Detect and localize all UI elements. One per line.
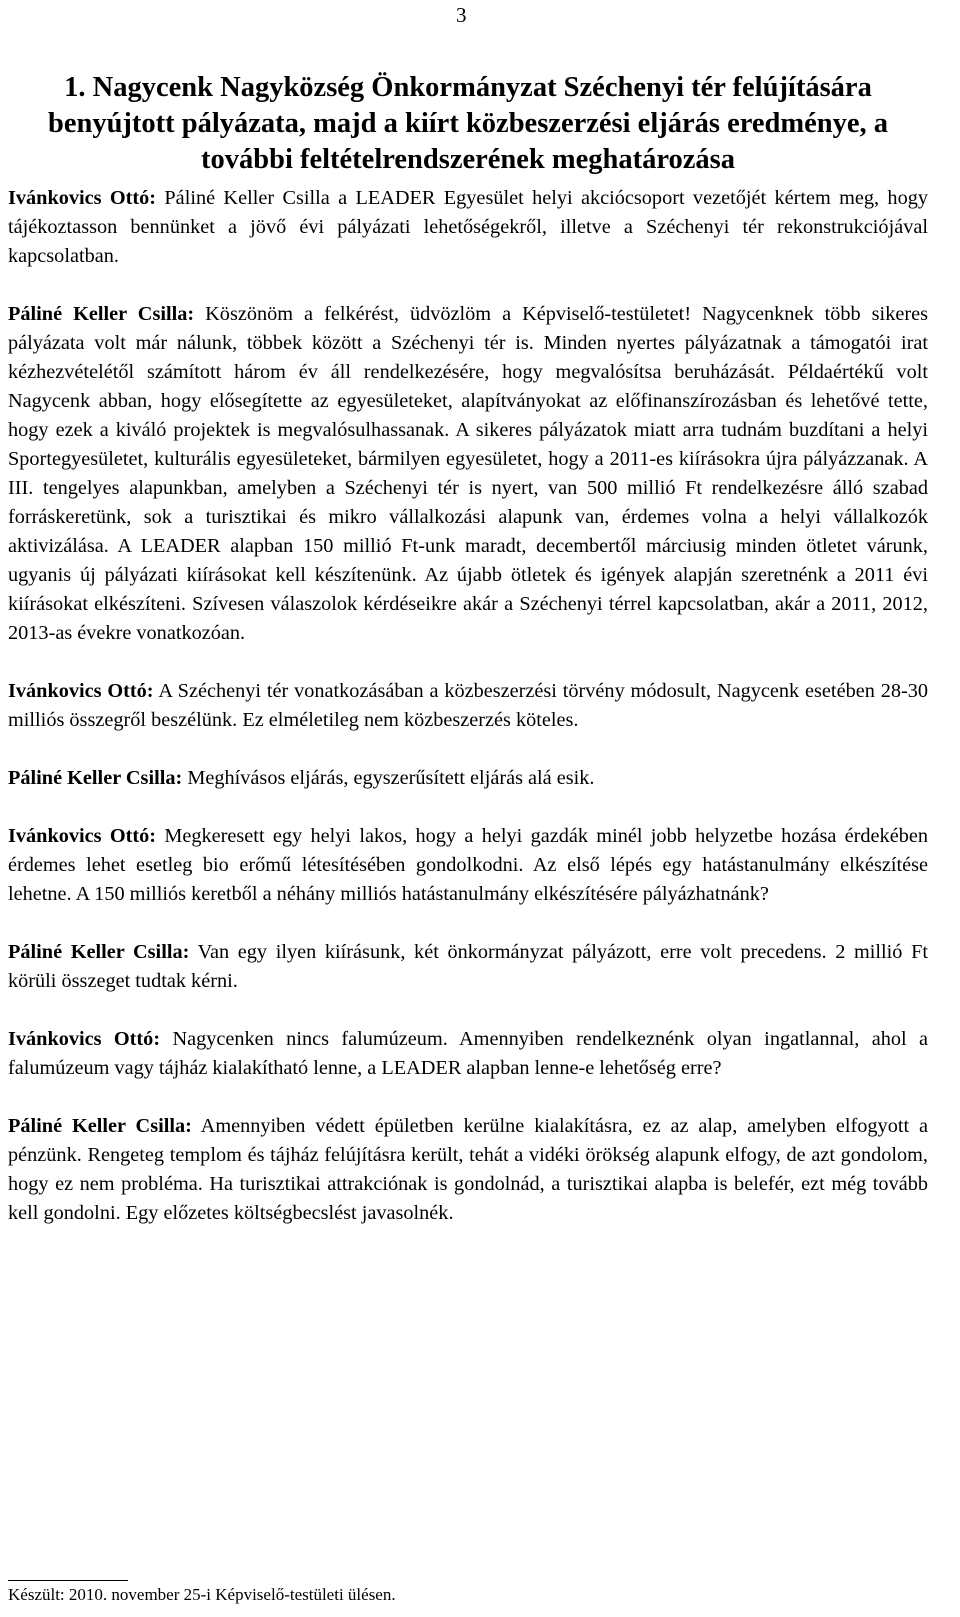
page-number: 3: [456, 3, 467, 27]
speech-text: Köszönöm a felkérést, üdvözlöm a Képviselő-testületet! Nagycenknek több sikeres pályázata volt már nálunk, többek között a Széchenyi tér is. Minden nyertes pályázatnak a támogatói irat kézhezvételétől számított három év áll rendelkezésére, hogy megvalósítsa beruházását. Példaértékű volt Nagycenk abban, hogy elősegítette az egyesületeket, alapítványokat az előfinanszírozásban és lehetővé tette, hogy ezek a kiváló projektek is megvalósulhassanak. A sikeres pályázatok miatt arra tudnám buzdítani a helyi Sportegyesületet, kulturális egyesületeket, bármilyen egyesületet, hogy a 2011-es kiírásokra újra pályázzanak. A III. tengelyes alapunkban, amelyben a Széchenyi tér is nyert, van 500 millió Ft rendelkezésre álló szabad forráskeretünk, sok a turisztikai és mikro vállalkozási alapunk van, érdemes volna a helyi vállalkozók aktivizálása. A LEADER alapban 150 millió Ft-unk maradt, decembertől márciusig minden ötletet várunk, ugyanis új pályázati kiírásokat kell készítenünk. Az újabb ötletek és igények alapján szeretnénk a 2011 évi kiírásokat elkészíteni. Szívesen válaszolok kérdéseikre akár a Széchenyi térrel kapcsolatban, akár a 2011, 2012, 2013-as évekre vonatkozóan.: [8, 303, 928, 644]
speaker-name: Páliné Keller Csilla:: [8, 1115, 192, 1137]
speaker-name: Páliné Keller Csilla:: [8, 303, 195, 325]
minutes-paragraph: [8, 1025, 928, 1083]
speech-text: Megkeresett egy helyi lakos, hogy a helyi gazdák minél jobb helyzetbe hozása érdekében érdemes lehet esetleg bio erőmű létesítésében gondolkodni. Az első lépés egy hatástanulmány elkészítése lehetne. A 150 milliós keretből a néhány milliós hatástanulmány elkészítésére pályázhatnánk?: [8, 825, 928, 905]
speech-text: Amennyiben védett épületben kerülne kialakításra, ez az alap, amelyben elfogyott a pénzünk. Rengeteg templom és tájház felújításra került, tehát a vidéki örökség alapunk elfogy, de azt gondolom, hogy ez nem probléma. Ha turisztikai attrakciónak is gondolnád, a turisztikai alapba is belefér, ezt még tovább kell gondolni. Egy előzetes költségbecslést javasolnék.: [8, 1115, 929, 1224]
speaker-name: Páliné Keller Csilla:: [8, 941, 190, 963]
speech-text: Páliné Keller Csilla a LEADER Egyesület helyi akciócsoport vezetőjét kértem meg, hogy tájékoztasson bennünket a jövő évi pályázati lehetőségekről, illetve a Széchenyi tér rekonstrukciójával kapcsolatban.: [8, 187, 928, 267]
minutes-paragraph: [8, 938, 928, 996]
speech-text: Nagycenken nincs falumúzeum. Amennyiben rendelkeznénk olyan ingatlannal, ahol a falumúzeum vagy tájház kialakítható lenne, a LEADER alapban lenne-e lehetőség erre?: [8, 1028, 929, 1079]
document-body: [8, 70, 928, 1228]
minutes-paragraph: [8, 822, 928, 909]
footer-divider: [8, 1580, 128, 1581]
speaker-name: Ivánkovics Ottó:: [8, 187, 157, 209]
minutes-paragraph: [8, 1112, 928, 1228]
speech-text: Van egy ilyen kiírásunk, két önkormányzat pályázott, erre volt precedens. 2 millió Ft körüli összeget tudtak kérni.: [8, 941, 928, 992]
page-footer: Készült: 2010. november 25-i Képviselő-testületi ülésen.: [8, 1585, 396, 1604]
speaker-name: Ivánkovics Ottó:: [8, 680, 154, 702]
speaker-name: Ivánkovics Ottó:: [8, 825, 157, 847]
agenda-item-title: 1. Nagycenk Nagyközség Önkormányzat Széchenyi tér felújítására benyújtott pályázata, majd a kiírt közbeszerzési eljárás eredménye, a további feltételrendszerének meghatározása: [47, 72, 889, 175]
minutes-paragraph: [8, 184, 928, 271]
speech-text: Meghívásos eljárás, egyszerűsített eljárás alá esik.: [187, 767, 595, 789]
minutes-paragraph: [8, 677, 928, 735]
minutes-paragraph: [8, 764, 928, 793]
speech-text: A Széchenyi tér vonatkozásában a közbeszerzési törvény módosult, Nagycenk esetében 28-30 milliós összegről beszélünk. Ez elméletileg nem közbeszerzés köteles.: [8, 680, 929, 731]
minutes-paragraph: [8, 300, 928, 648]
speaker-name: Ivánkovics Ottó:: [8, 1028, 161, 1050]
speaker-name: Páliné Keller Csilla:: [8, 767, 183, 789]
